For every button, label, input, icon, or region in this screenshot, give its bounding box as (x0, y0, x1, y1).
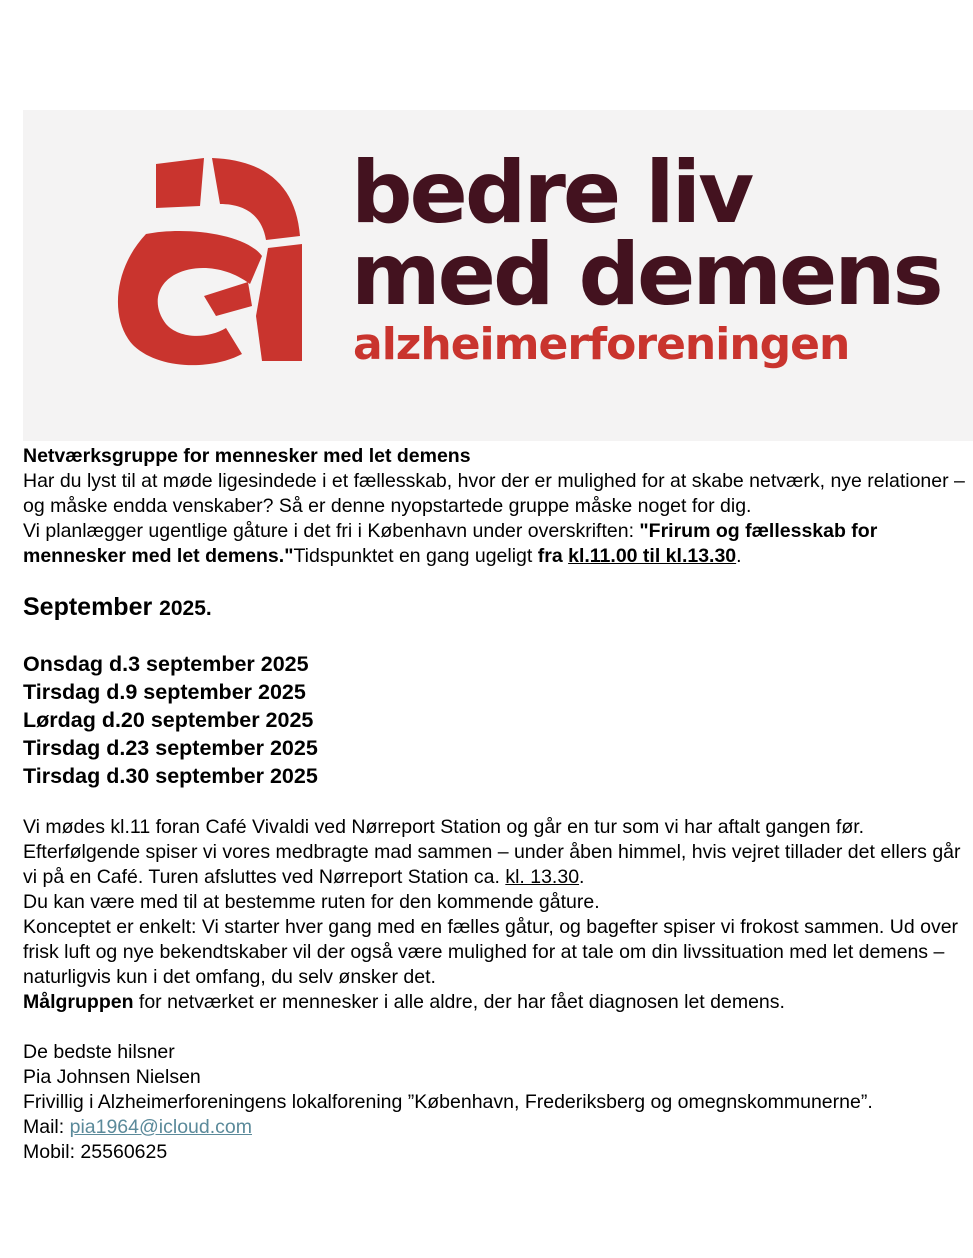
schedule-end: . (736, 545, 742, 567)
alzheimer-logo-icon (116, 156, 306, 371)
header-banner (23, 110, 973, 441)
date-item: Onsdag d.3 september 2025 (23, 652, 309, 676)
month-heading (23, 592, 968, 624)
signature-role: Frivillig i Alzheimerforeningens lokalforening ”København, Frederiksberg og omegnskommunerne”. (23, 1091, 873, 1113)
date-item: Tirsdag d.30 september 2025 (23, 764, 318, 788)
letter-body (23, 444, 968, 1165)
logo-text-bedre-liv: bedre liv (351, 143, 752, 243)
date-list (23, 650, 968, 790)
end-time: kl. 13.30 (505, 866, 580, 888)
logo-text-alzheimerforeningen: alzheimerforeningen (353, 319, 850, 370)
date-item: Tirsdag d.9 september 2025 (23, 680, 306, 704)
month-name: September (23, 593, 160, 621)
schedule-text-mid: Tidspunktet en gang ugeligt (293, 545, 538, 567)
intro-paragraph: Har du lyst til at møde ligesindede i et fællesskab, hvor der er mulighed for at skabe netværk, nye relationer – og måske endda venskaber? Så er denne nyopstartede gruppe måske noget for dig. (23, 470, 965, 517)
route-paragraph: Du kan være med til at bestemme ruten for den kommende gåture. (23, 891, 600, 913)
intro-schedule-paragraph (23, 519, 968, 569)
date-item: Lørdag d.20 september 2025 (23, 708, 314, 732)
meeting-end: . (579, 866, 585, 888)
logo-text-med-demens: med demens (351, 225, 941, 325)
headline-quote: "Frirum og fællesskab for mennesker med let demens." (23, 520, 878, 567)
signature-mail (23, 1115, 968, 1140)
month-year: 2025. (159, 597, 212, 620)
schedule-text: Vi planlægger ugentlige gåture i det fri i København under overskriften: (23, 520, 640, 542)
target-group-paragraph (23, 990, 968, 1015)
mail-label: Mail: (23, 1116, 70, 1138)
mail-link[interactable]: pia1964@icloud.com (69, 1116, 252, 1138)
meeting-paragraph (23, 815, 968, 890)
intro-heading: Netværksgruppe for mennesker med let demens (23, 445, 471, 467)
signature-greeting: De bedste hilsner (23, 1041, 175, 1063)
target-group-label: Målgruppen (23, 991, 134, 1013)
date-item: Tirsdag d.23 september 2025 (23, 736, 318, 760)
signature-mobile: Mobil: 25560625 (23, 1141, 168, 1163)
signature-name: Pia Johnsen Nielsen (23, 1066, 201, 1088)
schedule-time: kl.11.00 til kl.13.30 (568, 545, 737, 567)
meeting-text: Vi mødes kl.11 foran Café Vivaldi ved Nørreport Station og går en tur som vi har aftalt gangen før. Efterfølgende spiser vi vores medbragte mad sammen – under åben himmel, hvis vejret tillader det ellers går vi på en Café. Turen afsluttes ved Nørreport Station ca. (23, 816, 961, 888)
target-group-text: for netværket er mennesker i alle aldre, der har fået diagnosen let demens. (133, 991, 785, 1013)
concept-paragraph: Konceptet er enkelt: Vi starter hver gang med en fælles gåtur, og bagefter spiser vi frokost sammen. Ud over frisk luft og nye bekendtskaber vil der også være mulighed for at tale om din livssituation med let demens – naturligvis kun i det omfang, du selv ønsker det. (23, 916, 959, 988)
schedule-fra: fra (537, 545, 569, 567)
